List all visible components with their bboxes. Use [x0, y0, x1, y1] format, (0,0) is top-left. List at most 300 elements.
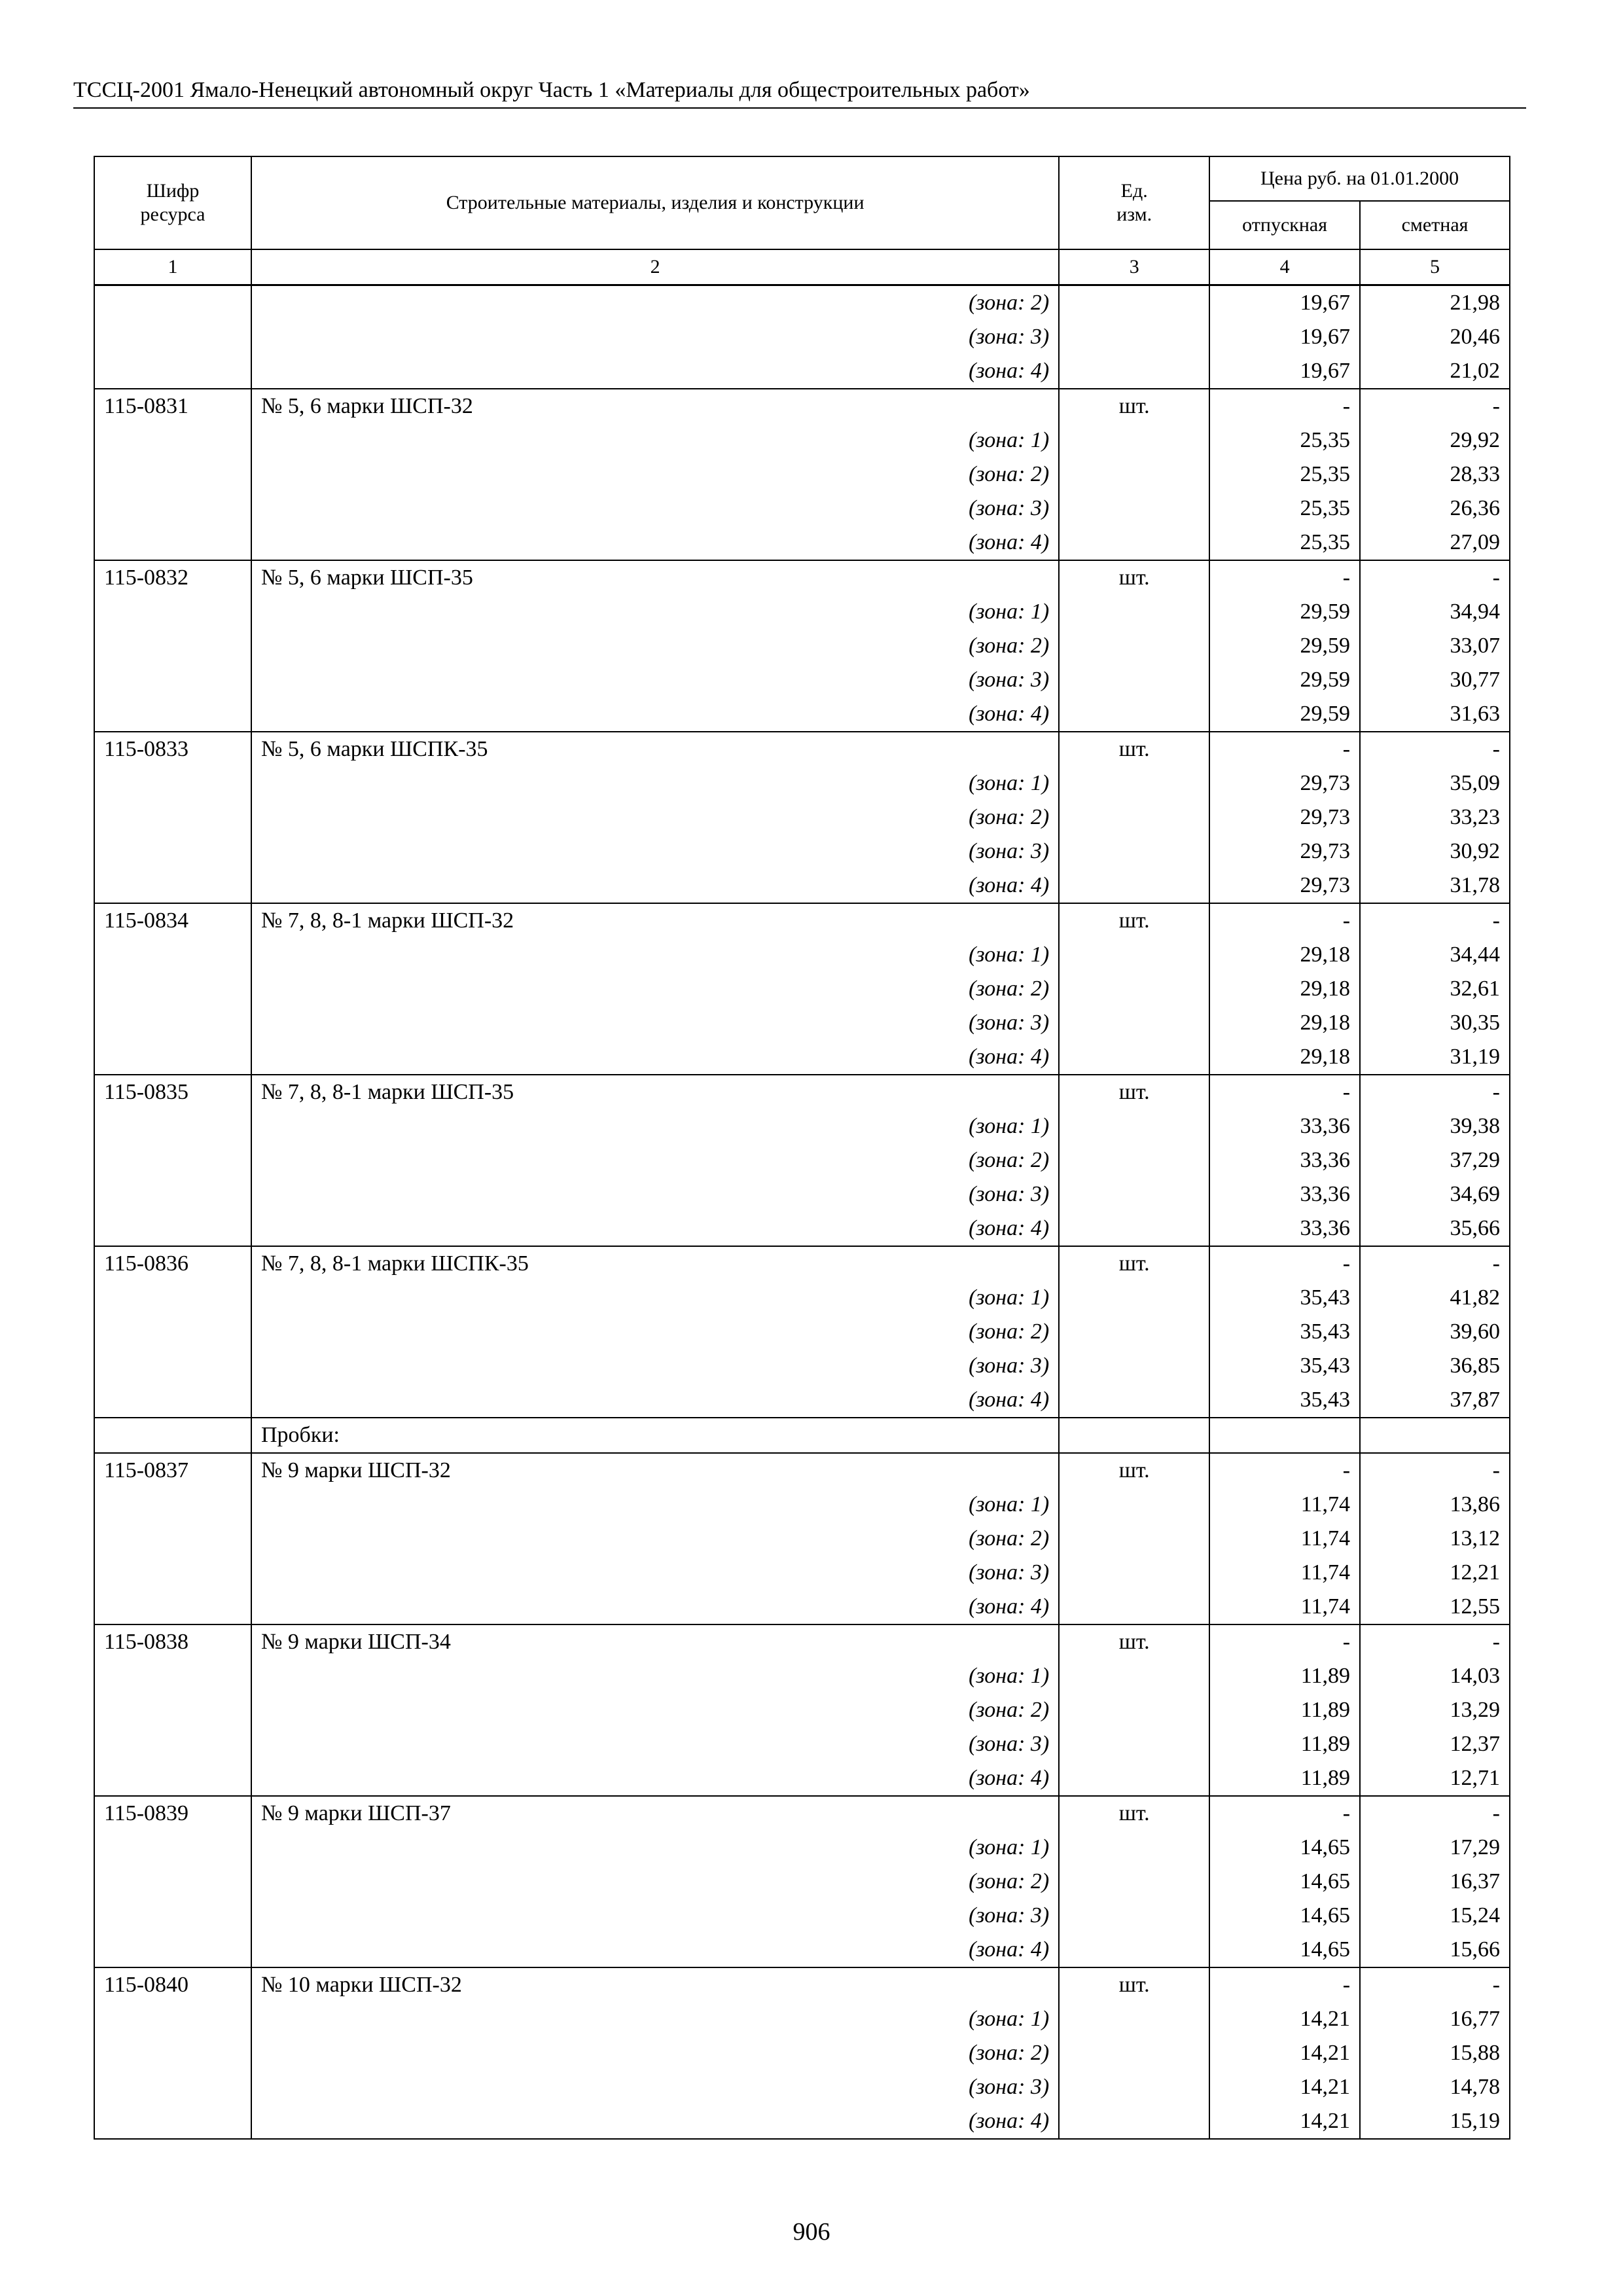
cell-zone: (зона: 4): [251, 1383, 1059, 1418]
cell-zone: (зона: 3): [251, 1727, 1059, 1761]
table-row: [94, 1315, 1510, 1349]
cell-release-price: -: [1209, 903, 1360, 938]
cell-release-price: -: [1209, 1453, 1360, 1488]
cell-name: № 10 марки ШСП-32: [251, 1967, 1059, 2002]
cell-zone: (зона: 4): [251, 869, 1059, 903]
cell-unit: [1059, 1727, 1209, 1761]
cell-estimate-price: 12,37: [1360, 1727, 1510, 1761]
cell-release-price: 35,43: [1209, 1383, 1360, 1418]
cell-zone: (зона: 1): [251, 938, 1059, 972]
table-row: [94, 560, 1510, 595]
table-row: [94, 1967, 1510, 2002]
cell-name: № 9 марки ШСП-34: [251, 1624, 1059, 1659]
cell-unit: [1059, 1006, 1209, 1040]
cell-unit: [1059, 285, 1209, 321]
cell-estimate-price: 16,37: [1360, 1865, 1510, 1899]
cell-unit: [1059, 2104, 1209, 2139]
header-unit: Ед. изм.: [1059, 156, 1209, 249]
cell-code: [94, 526, 251, 560]
cell-estimate-price: -: [1360, 1796, 1510, 1831]
cell-release-price: -: [1209, 560, 1360, 595]
cell-release-price: 29,18: [1209, 938, 1360, 972]
cell-release-price: 14,21: [1209, 2070, 1360, 2104]
cell-unit: [1059, 2002, 1209, 2036]
cell-unit: [1059, 526, 1209, 560]
cell-code: [94, 1590, 251, 1624]
cell-unit: шт.: [1059, 903, 1209, 938]
cell-release-price: 14,21: [1209, 2104, 1360, 2139]
cell-code: [94, 1831, 251, 1865]
cell-release-price: 25,35: [1209, 526, 1360, 560]
header-price: Цена руб. на 01.01.2000: [1209, 156, 1510, 201]
cell-unit: [1059, 1865, 1209, 1899]
cell-code: [94, 423, 251, 457]
cell-zone: (зона: 4): [251, 2104, 1059, 2139]
cell-code: [94, 1383, 251, 1418]
cell-unit: [1059, 1933, 1209, 1967]
cell-unit: [1059, 834, 1209, 869]
cell-estimate-price: 12,55: [1360, 1590, 1510, 1624]
cell-zone: (зона: 3): [251, 320, 1059, 354]
cell-estimate-price: 32,61: [1360, 972, 1510, 1006]
cell-estimate-price: 37,87: [1360, 1383, 1510, 1418]
cell-zone: (зона: 4): [251, 1211, 1059, 1246]
cell-code: [94, 2002, 251, 2036]
cell-zone: (зона: 1): [251, 766, 1059, 800]
cell-code: [94, 697, 251, 732]
cell-zone: (зона: 1): [251, 2002, 1059, 2036]
cell-code: [94, 972, 251, 1006]
cell-unit: [1059, 1143, 1209, 1177]
cell-estimate-price: 37,29: [1360, 1143, 1510, 1177]
cell-code: [94, 1556, 251, 1590]
cell-unit: [1059, 800, 1209, 834]
cell-code: [94, 1109, 251, 1143]
cell-release-price: 11,74: [1209, 1522, 1360, 1556]
cell-estimate-price: 30,77: [1360, 663, 1510, 697]
table-row: [94, 389, 1510, 423]
cell-unit: [1059, 423, 1209, 457]
header-estimate: сметная: [1360, 201, 1510, 249]
cell-code: [94, 1659, 251, 1693]
cell-zone: (зона: 4): [251, 697, 1059, 732]
cell-zone: (зона: 1): [251, 595, 1059, 629]
cell-unit: шт.: [1059, 1453, 1209, 1488]
cell-code: 115-0832: [94, 560, 251, 595]
cell-estimate-price: 35,66: [1360, 1211, 1510, 1246]
cell-code: 115-0833: [94, 732, 251, 766]
cell-code: [94, 354, 251, 389]
cell-estimate-price: 16,77: [1360, 2002, 1510, 2036]
cell-unit: [1059, 1349, 1209, 1383]
header-num-4: 4: [1209, 249, 1360, 285]
table-row: [94, 1143, 1510, 1177]
table-row: [94, 1075, 1510, 1109]
cell-unit: [1059, 869, 1209, 903]
cell-zone: (зона: 3): [251, 834, 1059, 869]
cell-release-price: 33,36: [1209, 1109, 1360, 1143]
cell-estimate-price: 39,38: [1360, 1109, 1510, 1143]
table-row: [94, 492, 1510, 526]
cell-zone: (зона: 3): [251, 2070, 1059, 2104]
cell-unit: [1059, 697, 1209, 732]
cell-zone: (зона: 4): [251, 1933, 1059, 1967]
cell-release-price: 29,18: [1209, 1006, 1360, 1040]
cell-release-price: 19,67: [1209, 354, 1360, 389]
cell-release-price: 25,35: [1209, 457, 1360, 492]
cell-estimate-price: 26,36: [1360, 492, 1510, 526]
cell-unit: [1059, 766, 1209, 800]
cell-release-price: 35,43: [1209, 1349, 1360, 1383]
cell-unit: [1059, 2070, 1209, 2104]
cell-code: [94, 1211, 251, 1246]
table-body: [94, 285, 1510, 2140]
cell-release-price: -: [1209, 389, 1360, 423]
cell-release-price: 11,89: [1209, 1659, 1360, 1693]
table-row: [94, 1488, 1510, 1522]
cell-unit: [1059, 492, 1209, 526]
cell-zone: (зона: 2): [251, 1315, 1059, 1349]
cell-code: [94, 320, 251, 354]
cell-estimate-price: 15,66: [1360, 1933, 1510, 1967]
cell-zone: (зона: 2): [251, 800, 1059, 834]
cell-unit: [1059, 1211, 1209, 1246]
cell-code: [94, 800, 251, 834]
table-row: [94, 1006, 1510, 1040]
cell-zone: (зона: 2): [251, 1865, 1059, 1899]
cell-estimate-price: 34,94: [1360, 595, 1510, 629]
cell-unit: [1059, 2036, 1209, 2070]
cell-release-price: 19,67: [1209, 285, 1360, 321]
cell-estimate-price: 35,09: [1360, 766, 1510, 800]
header-name: Строительные материалы, изделия и конструкции: [251, 156, 1059, 249]
cell-code: [94, 2036, 251, 2070]
table-row: [94, 1556, 1510, 1590]
cell-release-price: 11,74: [1209, 1556, 1360, 1590]
cell-release-price: 29,18: [1209, 1040, 1360, 1075]
cell-estimate-price: 15,24: [1360, 1899, 1510, 1933]
cell-release-price: 25,35: [1209, 423, 1360, 457]
table-row: [94, 1624, 1510, 1659]
table-row: [94, 869, 1510, 903]
cell-unit: [1059, 663, 1209, 697]
cell-zone: (зона: 1): [251, 1488, 1059, 1522]
cell-release-price: 19,67: [1209, 320, 1360, 354]
header-num-3: 3: [1059, 249, 1209, 285]
table-row: [94, 1211, 1510, 1246]
table-row: [94, 595, 1510, 629]
cell-release-price: -: [1209, 1624, 1360, 1659]
cell-name: № 7, 8, 8-1 марки ШСПК-35: [251, 1246, 1059, 1281]
cell-unit: [1059, 1831, 1209, 1865]
cell-name: № 7, 8, 8-1 марки ШСП-35: [251, 1075, 1059, 1109]
cell-code: [94, 869, 251, 903]
cell-unit: шт.: [1059, 389, 1209, 423]
cell-estimate-price: 27,09: [1360, 526, 1510, 560]
cell-release-price: 29,73: [1209, 834, 1360, 869]
cell-name: № 5, 6 марки ШСП-35: [251, 560, 1059, 595]
cell-code: [94, 1006, 251, 1040]
cell-unit: шт.: [1059, 1075, 1209, 1109]
table-row: [94, 1453, 1510, 1488]
table-row: [94, 663, 1510, 697]
cell-estimate-price: 15,88: [1360, 2036, 1510, 2070]
cell-unit: [1059, 938, 1209, 972]
cell-release-price: 14,65: [1209, 1831, 1360, 1865]
cell-unit: [1059, 1488, 1209, 1522]
cell-estimate-price: -: [1360, 389, 1510, 423]
table-row: [94, 1761, 1510, 1796]
cell-unit: [1059, 1899, 1209, 1933]
cell-code: [94, 938, 251, 972]
cell-name: № 7, 8, 8-1 марки ШСП-32: [251, 903, 1059, 938]
cell-release-price: 14,65: [1209, 1933, 1360, 1967]
table-row: [94, 526, 1510, 560]
cell-estimate-price: 21,02: [1360, 354, 1510, 389]
table-row: [94, 2070, 1510, 2104]
cell-estimate-price: 28,33: [1360, 457, 1510, 492]
cell-estimate-price: 13,86: [1360, 1488, 1510, 1522]
cell-unit: [1059, 1383, 1209, 1418]
cell-unit: [1059, 354, 1209, 389]
cell-zone: (зона: 1): [251, 1659, 1059, 1693]
cell-unit: [1059, 1659, 1209, 1693]
cell-estimate-price: -: [1360, 903, 1510, 938]
cell-unit: шт.: [1059, 732, 1209, 766]
cell-code: [94, 1349, 251, 1383]
cell-code: [94, 2070, 251, 2104]
table-row: [94, 766, 1510, 800]
cell-unit: шт.: [1059, 1624, 1209, 1659]
table-header: [94, 156, 1510, 285]
cell-unit: [1059, 1315, 1209, 1349]
cell-release-price: 29,73: [1209, 766, 1360, 800]
cell-release-price: 29,59: [1209, 595, 1360, 629]
cell-estimate-price: -: [1360, 1624, 1510, 1659]
cell-release-price: -: [1209, 732, 1360, 766]
table-row: [94, 1383, 1510, 1418]
cell-estimate-price: 12,21: [1360, 1556, 1510, 1590]
cell-code: [94, 1143, 251, 1177]
cell-estimate-price: 30,92: [1360, 834, 1510, 869]
cell-name: № 5, 6 марки ШСП-32: [251, 389, 1059, 423]
cell-estimate-price: 13,12: [1360, 1522, 1510, 1556]
cell-estimate-price: 31,78: [1360, 869, 1510, 903]
cell-estimate-price: -: [1360, 560, 1510, 595]
cell-code: [94, 629, 251, 663]
cell-estimate-price: 41,82: [1360, 1281, 1510, 1315]
cell-zone: (зона: 2): [251, 1693, 1059, 1727]
cell-code: [94, 2104, 251, 2139]
cell-estimate-price: -: [1360, 732, 1510, 766]
table-row: [94, 2036, 1510, 2070]
cell-unit: шт.: [1059, 1796, 1209, 1831]
page-number: 906: [793, 2218, 830, 2246]
cell-release-price: 11,89: [1209, 1761, 1360, 1796]
cell-zone: (зона: 4): [251, 526, 1059, 560]
cell-estimate-price: 36,85: [1360, 1349, 1510, 1383]
cell-estimate-price: 12,71: [1360, 1761, 1510, 1796]
header-release: отпускная: [1209, 201, 1360, 249]
table-row: [94, 697, 1510, 732]
table-row: [94, 1522, 1510, 1556]
cell-code: 115-0834: [94, 903, 251, 938]
cell-unit: [1059, 1281, 1209, 1315]
cell-code: [94, 1865, 251, 1899]
cell-unit: шт.: [1059, 1967, 1209, 2002]
cell-code: [94, 1522, 251, 1556]
cell-unit: [1059, 595, 1209, 629]
cell-code: [94, 1899, 251, 1933]
cell-unit: [1059, 1177, 1209, 1211]
cell-estimate-price: 21,98: [1360, 285, 1510, 321]
cell-release-price: 29,59: [1209, 697, 1360, 732]
cell-estimate-price: 31,19: [1360, 1040, 1510, 1075]
cell-estimate-price: 34,69: [1360, 1177, 1510, 1211]
cell-zone: (зона: 3): [251, 1006, 1059, 1040]
cell-zone: (зона: 4): [251, 1590, 1059, 1624]
cell-code: [94, 1315, 251, 1349]
cell-release-price: -: [1209, 1246, 1360, 1281]
cell-release-price: -: [1209, 1967, 1360, 2002]
cell-zone: (зона: 2): [251, 1143, 1059, 1177]
table-row: [94, 972, 1510, 1006]
cell-zone: (зона: 2): [251, 2036, 1059, 2070]
cell-code: 115-0835: [94, 1075, 251, 1109]
cell-zone: (зона: 2): [251, 972, 1059, 1006]
cell-code: [94, 834, 251, 869]
cell-code: 115-0831: [94, 389, 251, 423]
cell-estimate-price: -: [1360, 1075, 1510, 1109]
cell-code: [94, 1281, 251, 1315]
cell-code: [94, 457, 251, 492]
cell-zone: (зона: 4): [251, 1040, 1059, 1075]
cell-release-price: 29,59: [1209, 629, 1360, 663]
cell-code: [94, 1418, 251, 1453]
cell-release-price: 11,74: [1209, 1488, 1360, 1522]
table-row: [94, 1933, 1510, 1967]
table-row: [94, 1349, 1510, 1383]
cell-estimate-price: 30,35: [1360, 1006, 1510, 1040]
table-row: [94, 903, 1510, 938]
cell-unit: [1059, 320, 1209, 354]
cell-zone: (зона: 1): [251, 423, 1059, 457]
table-row: [94, 354, 1510, 389]
cell-release-price: 14,65: [1209, 1865, 1360, 1899]
cell-unit: [1059, 629, 1209, 663]
section-row: [94, 1418, 1510, 1453]
cell-release-price: 33,36: [1209, 1143, 1360, 1177]
cell-name: № 5, 6 марки ШСПК-35: [251, 732, 1059, 766]
cell-release-price: 14,65: [1209, 1899, 1360, 1933]
cell-code: [94, 1761, 251, 1796]
cell-estimate-price: 13,29: [1360, 1693, 1510, 1727]
cell-release-price: [1209, 1418, 1360, 1453]
header-num-1: 1: [94, 249, 251, 285]
cell-code: [94, 1693, 251, 1727]
cell-estimate-price: 34,44: [1360, 938, 1510, 972]
cell-zone: (зона: 1): [251, 1109, 1059, 1143]
cell-estimate-price: 14,78: [1360, 2070, 1510, 2104]
cell-zone: (зона: 2): [251, 629, 1059, 663]
cell-release-price: 11,89: [1209, 1693, 1360, 1727]
table-row: [94, 834, 1510, 869]
cell-estimate-price: 33,07: [1360, 629, 1510, 663]
cell-zone: (зона: 3): [251, 663, 1059, 697]
cell-zone: (зона: 3): [251, 492, 1059, 526]
cell-release-price: -: [1209, 1796, 1360, 1831]
cell-zone: (зона: 2): [251, 285, 1059, 321]
cell-release-price: -: [1209, 1075, 1360, 1109]
table-row: [94, 1659, 1510, 1693]
cell-estimate-price: 39,60: [1360, 1315, 1510, 1349]
cell-code: [94, 285, 251, 321]
cell-zone: (зона: 1): [251, 1281, 1059, 1315]
table-row: [94, 1693, 1510, 1727]
cell-code: [94, 1933, 251, 1967]
cell-code: [94, 1727, 251, 1761]
cell-code: [94, 1177, 251, 1211]
cell-estimate-price: 29,92: [1360, 423, 1510, 457]
cell-zone: (зона: 3): [251, 1899, 1059, 1933]
cell-zone: (зона: 3): [251, 1556, 1059, 1590]
cell-estimate-price: -: [1360, 1246, 1510, 1281]
cell-estimate-price: 31,63: [1360, 697, 1510, 732]
cell-estimate-price: 17,29: [1360, 1831, 1510, 1865]
header-num-2: 2: [251, 249, 1059, 285]
cell-zone: (зона: 2): [251, 457, 1059, 492]
cell-unit: шт.: [1059, 560, 1209, 595]
table-row: [94, 285, 1510, 321]
table-row: [94, 1831, 1510, 1865]
price-table: [94, 156, 1510, 2140]
cell-estimate-price: [1360, 1418, 1510, 1453]
header-num-5: 5: [1360, 249, 1510, 285]
table-row: [94, 1796, 1510, 1831]
table-row: [94, 1177, 1510, 1211]
table-row: [94, 800, 1510, 834]
table-row: [94, 1590, 1510, 1624]
cell-code: 115-0839: [94, 1796, 251, 1831]
cell-unit: [1059, 1693, 1209, 1727]
cell-unit: [1059, 1040, 1209, 1075]
cell-zone: (зона: 3): [251, 1349, 1059, 1383]
cell-code: 115-0840: [94, 1967, 251, 2002]
cell-unit: [1059, 1109, 1209, 1143]
table-row: [94, 938, 1510, 972]
table-row: [94, 1246, 1510, 1281]
cell-release-price: 11,89: [1209, 1727, 1360, 1761]
cell-zone: (зона: 2): [251, 1522, 1059, 1556]
table-row: [94, 320, 1510, 354]
cell-code: 115-0837: [94, 1453, 251, 1488]
table-row: [94, 2002, 1510, 2036]
cell-code: 115-0836: [94, 1246, 251, 1281]
cell-code: 115-0838: [94, 1624, 251, 1659]
cell-name: № 9 марки ШСП-32: [251, 1453, 1059, 1488]
cell-zone: (зона: 1): [251, 1831, 1059, 1865]
cell-release-price: 33,36: [1209, 1177, 1360, 1211]
cell-release-price: 33,36: [1209, 1211, 1360, 1246]
cell-name: Пробки:: [251, 1418, 1059, 1453]
cell-unit: [1059, 1418, 1209, 1453]
table-row: [94, 732, 1510, 766]
cell-estimate-price: -: [1360, 1453, 1510, 1488]
cell-code: [94, 766, 251, 800]
cell-estimate-price: 20,46: [1360, 320, 1510, 354]
cell-release-price: 25,35: [1209, 492, 1360, 526]
table-row: [94, 1865, 1510, 1899]
